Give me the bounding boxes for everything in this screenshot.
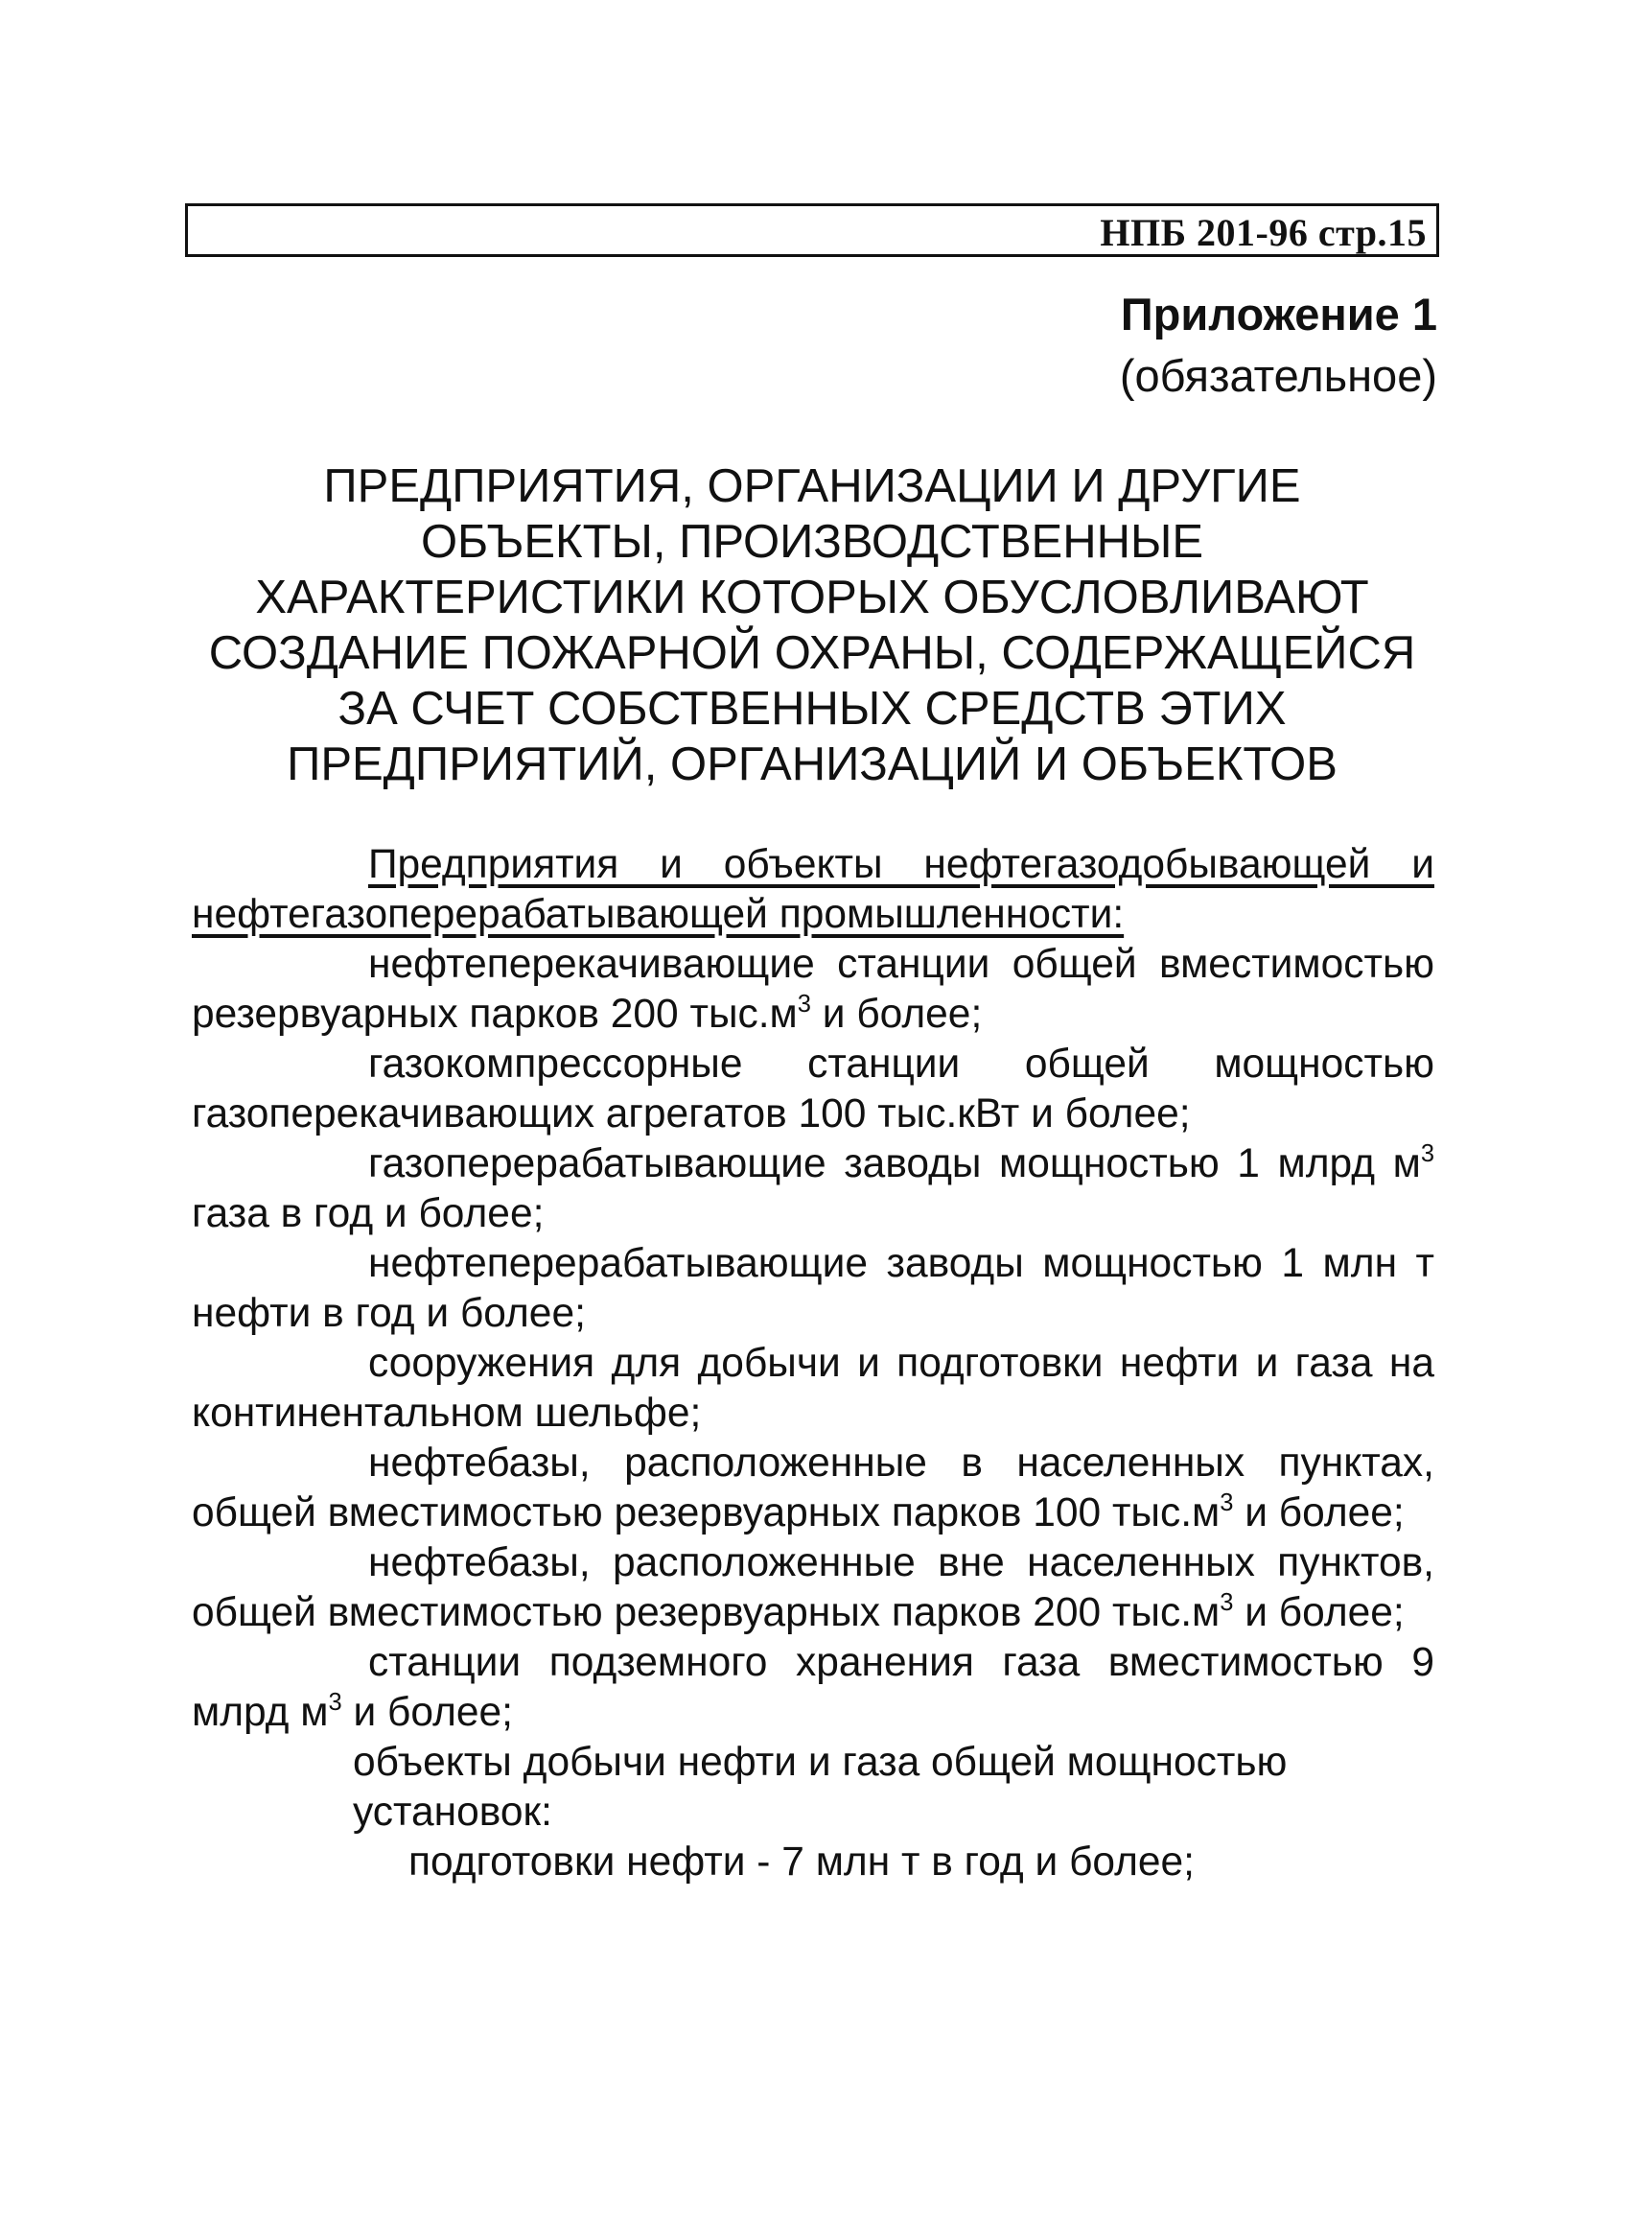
list-item: нефтеперекачивающие станции общей вместимостью резервуарных парков 200 $тыс.м^3$ и более; (192, 942, 1434, 1037)
appendix-kind: (обязательное) (1119, 350, 1437, 401)
document-header-box (185, 203, 1439, 257)
appendix-heading (1120, 284, 1437, 407)
appendix-label: Приложение 1 (1120, 289, 1437, 340)
document-body (192, 840, 1434, 1887)
title-line: ХАРАКТЕРИСТИКИ КОТОРЫХ ОБУСЛОВЛИВАЮТ (255, 572, 1369, 623)
title-line: ЗА СЧЕТ СОБСТВЕННЫХ СРЕДСТВ ЭТИХ (337, 683, 1287, 735)
title-line: СОЗДАНИЕ ПОЖАРНОЙ ОХРАНЫ, СОДЕРЖАЩЕЙСЯ (208, 627, 1416, 679)
list-item: сооружения для добычи и подготовки нефти и газа на континентальном шельфе; (192, 1341, 1434, 1436)
document-title (185, 458, 1439, 792)
list-item: нефтебазы, расположенные в населенных пунктах, общей вместимостью резервуарных парков 100 $тыс.м^3$ и более; (192, 1441, 1434, 1535)
subheading: объекты добычи нефти и газа общей мощностью установок: (353, 1740, 1288, 1835)
title-line: ПРЕДПРИЯТИЙ, ОРГАНИЗАЦИЙ И ОБЪЕКТОВ (287, 738, 1338, 790)
list-item: станции подземного хранения газа вместимостью 9 млрд $м^3$ и более; (192, 1640, 1434, 1735)
intro-paragraph: Предприятия и объекты нефтегазодобывающей и нефтегазоперерабатывающей промышленности: (192, 842, 1434, 937)
title-line: ОБЪЕКТЫ, ПРОИЗВОДСТВЕННЫЕ (420, 516, 1204, 568)
title-line: ПРЕДПРИЯТИЯ, ОРГАНИЗАЦИИ И ДРУГИЕ (323, 460, 1301, 512)
document-reference: НПБ 201-96 стр.15 (1100, 211, 1427, 254)
list-item: нефтеперерабатывающие заводы мощностью 1 млн т нефти в год и более; (192, 1241, 1434, 1336)
list-item: газоперерабатывающие заводы мощностью 1 млрд $м^3$ газа в год и более; (192, 1139, 1434, 1236)
list-item: газокомпрессорные станции общей мощностью газоперекачивающих агрегатов 100 тыс.кВт и более; (192, 1042, 1434, 1136)
sub-item: подготовки нефти - 7 млн т в год и более; (408, 1839, 1195, 1885)
list-item: нефтебазы, расположенные вне населенных пунктов, общей вместимостью резервуарных парков 200 $тыс.м^3$ и более; (192, 1540, 1434, 1635)
